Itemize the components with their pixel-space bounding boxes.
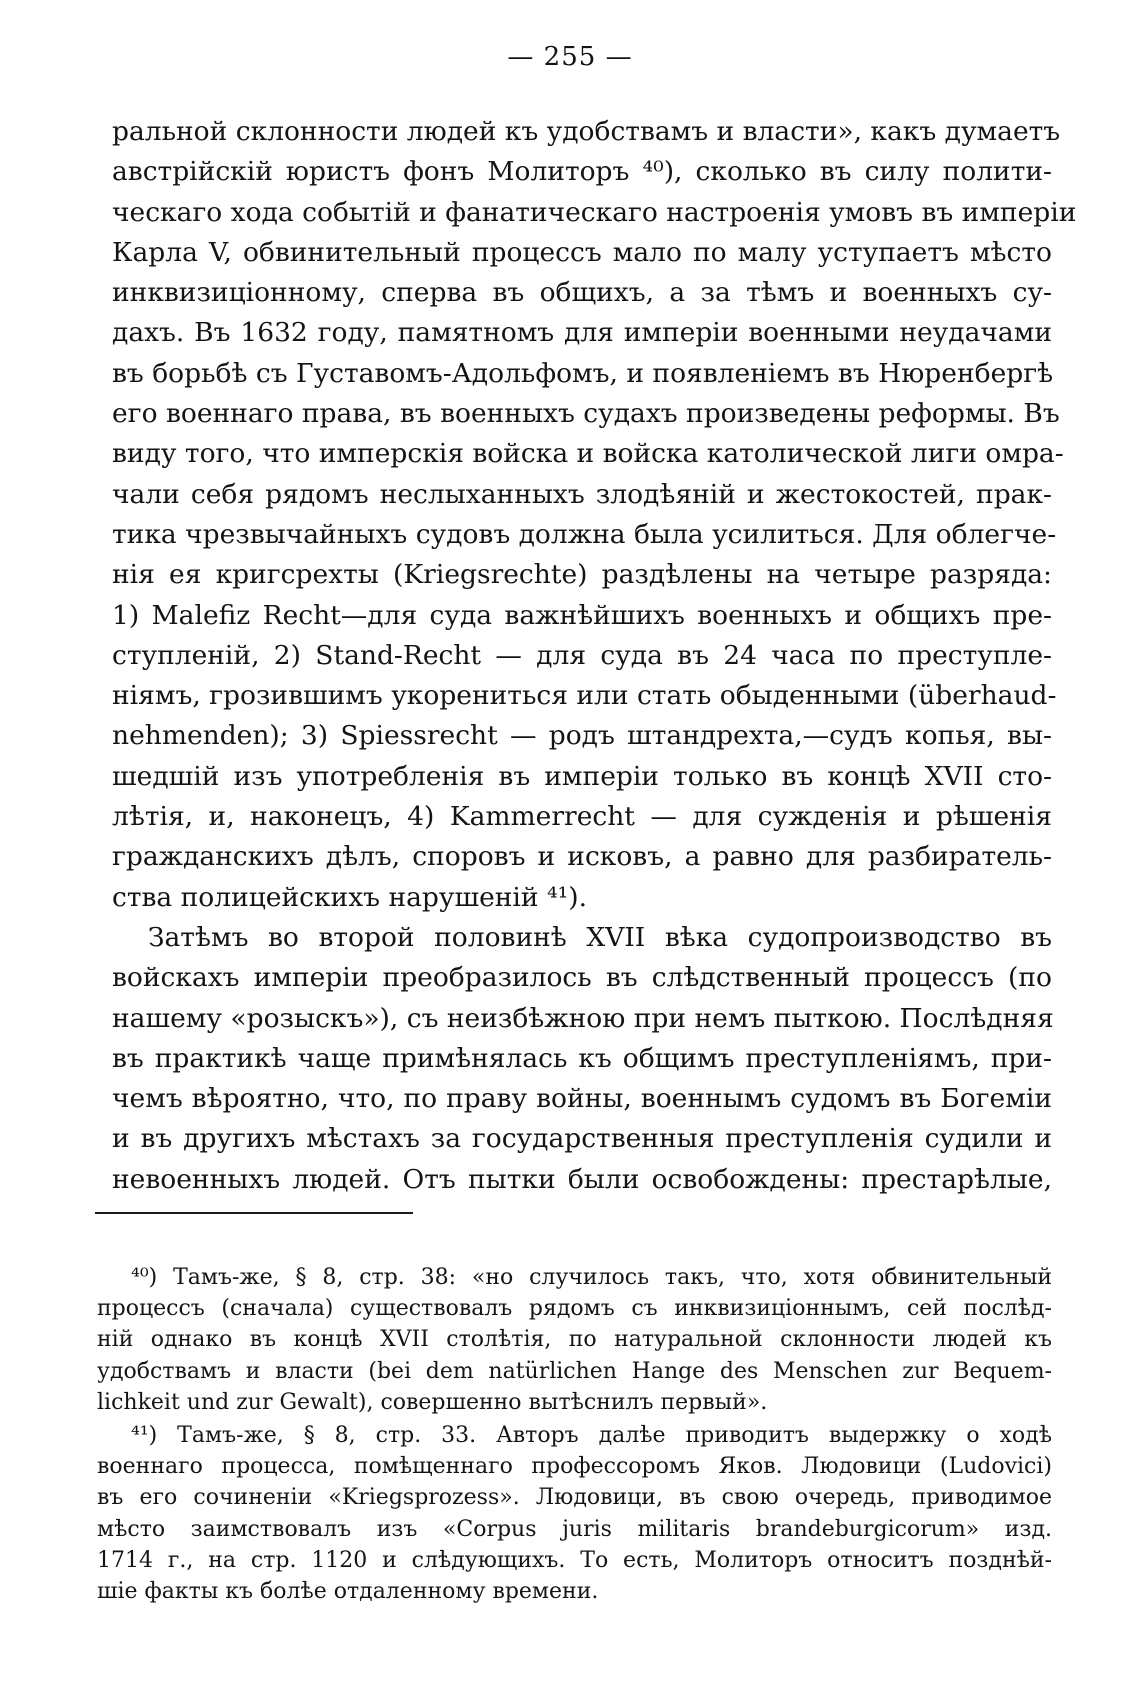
text-line: дахъ. Въ 1632 году, памятномъ для имперіи военными неудачами <box>112 317 1052 349</box>
footnote-41-line: въ его сочиненіи «Kriegsprozess». Людовици, въ свою очередь, приводимое <box>97 1485 1052 1511</box>
footnote-divider <box>95 1212 413 1214</box>
text-line: ступленій, 2) Stand-Recht — для суда въ 24 часа по преступле- <box>112 639 1052 671</box>
paragraph-start-line: Затѣмъ во второй половинѣ XVII вѣка судопроизводство въ <box>148 921 1052 953</box>
text-line: ніямъ, грозившимъ укорениться или стать обыденными (überhaud- <box>112 680 1057 712</box>
footnote-41-line: шіе факты къ болѣе отдаленному времени. <box>97 1578 599 1604</box>
footnotes <box>97 1262 1052 1607</box>
footnote-40-line: удобствамъ и власти (bei dem natürlichen Hange des Menschen zur Bequem- <box>97 1358 1052 1384</box>
text-line: чали себя рядомъ неслыханныхъ злодѣяній и жестокостей, прак- <box>112 478 1052 510</box>
footnote-41-line: ⁴¹) Тамъ-же, § 8, стр. 33. Авторъ далѣе приводитъ выдержку о ходѣ <box>131 1422 1052 1448</box>
text-line: ства полицейскихъ нарушеній ⁴¹). <box>112 881 588 913</box>
footnote-40-line: ⁴⁰) Тамъ-же, § 8, стр. 38: «но случилось такъ, что, хотя обвинительный <box>131 1265 1052 1290</box>
text-line: въ практикѣ чаще примѣнялась къ общимъ преступленіямъ, при- <box>112 1042 1052 1074</box>
text-line: шедшій изъ употребленія въ имперіи только въ концѣ XVII сто- <box>112 760 1052 792</box>
text-line: нія ея кригсрехты (Kriegsrechte) раздѣлены на четыре разряда: <box>112 559 1052 591</box>
text-line: лѣтія, и, наконецъ, 4) Kammerrecht — для сужденія и рѣшенія <box>112 801 1052 833</box>
text-line: чемъ вѣроятно, что, по праву войны, военнымъ судомъ въ Богеміи <box>112 1083 1052 1115</box>
footnote-41-line: военнаго процесса, помѣщеннаго профессоромъ Яков. Людовици (Ludovici) <box>97 1454 1052 1480</box>
text-line: австрійскій юристъ фонъ Молиторъ ⁴⁰), сколько въ силу полити- <box>112 156 1052 188</box>
footnote-40-line: lichkeit und zur Gewalt), совершенно вытѣснилъ первый». <box>97 1389 768 1415</box>
text-line: инквизиціонному, сперва въ общихъ, а за тѣмъ и военныхъ су- <box>112 277 1052 309</box>
main-text <box>112 112 1077 1200</box>
text-line: войскахъ имперіи преобразилось въ слѣдственный процессъ (по <box>112 962 1052 994</box>
text-line: nehmenden); 3) Spiessrecht — родъ штандрехта,—судъ копья, вы- <box>112 720 1052 752</box>
footnote-41-line: 1714 г., на стр. 1120 и слѣдующихъ. То есть, Молиторъ относитъ позднѣй- <box>97 1547 1052 1573</box>
text-line: его военнаго права, въ военныхъ судахъ произведены реформы. Въ <box>112 398 1060 430</box>
text-line: виду того, что имперскія войска и войска католической лиги омра- <box>112 438 1064 470</box>
text-line: и въ другихъ мѣстахъ за государственныя преступленія судили и <box>112 1123 1052 1155</box>
text-line: нашему «розыскъ»), съ неизбѣжною при немъ пыткою. Послѣдняя <box>112 1002 1054 1034</box>
footnote-40-line: ній однако въ концѣ XVII столѣтія, по натуральной склонности людей къ <box>97 1327 1052 1353</box>
text-line: ральной склонности людей къ удобствамъ и власти», какъ думаетъ <box>112 116 1061 147</box>
text-line: въ борьбѣ съ Густавомъ-Адольфомъ, и появленіемъ въ Нюренбергѣ <box>112 357 1054 389</box>
footnote-41-line: мѣсто заимствовалъ изъ «Corpus juris militaris brandeburgicorum» изд. <box>97 1516 1052 1542</box>
text-line: Карла V, обвинительный процессъ мало по малу уступаетъ мѣсто <box>112 236 1052 268</box>
text-line: ческаго хода событій и фанатическаго настроенія умовъ въ имперіи <box>112 196 1077 228</box>
text-line: 1) Malefiz Recht—для суда важнѣйшихъ военныхъ и общихъ пре- <box>112 599 1052 631</box>
text-line: невоенныхъ людей. Отъ пытки были освобождены: престарѣлые, <box>112 1163 1052 1195</box>
text-line: гражданскихъ дѣлъ, споровъ и исковъ, а равно для разбиратель- <box>112 841 1052 873</box>
footnote-40-line: процессъ (сначала) существовалъ рядомъ съ инквизиціоннымъ, сей послѣд- <box>97 1296 1052 1322</box>
text-line: тика чрезвычайныхъ судовъ должна была усилиться. Для облегче- <box>112 518 1057 550</box>
page-number: — 255 — <box>507 42 633 72</box>
